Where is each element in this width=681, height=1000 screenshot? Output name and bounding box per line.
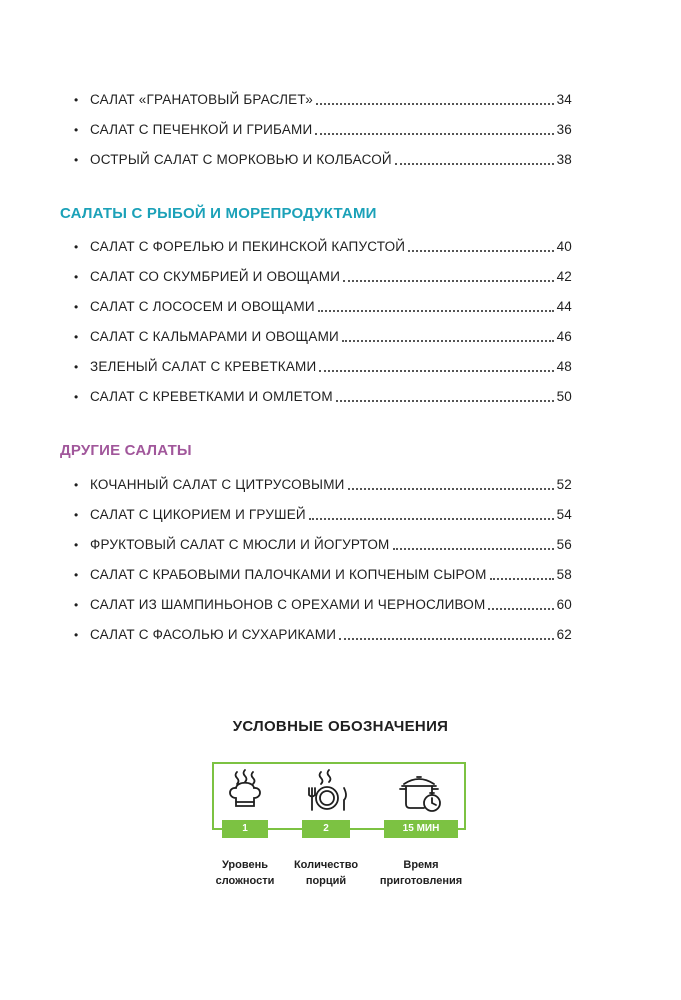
toc-entry[interactable]	[74, 355, 572, 375]
legend-frame-segment	[212, 828, 222, 830]
toc-entry[interactable]	[74, 295, 572, 315]
dot-leader	[309, 518, 554, 520]
bullet: •	[74, 538, 79, 552]
dot-leader	[316, 103, 554, 105]
dot-leader	[395, 163, 554, 165]
dot-leader	[348, 488, 554, 490]
servings-badge: 2	[302, 820, 350, 838]
bullet: •	[74, 360, 79, 374]
toc-entry-page: 36	[556, 122, 572, 137]
toc-entry[interactable]	[74, 503, 572, 523]
toc-entry-title: САЛАТ С ЦИКОРИЕМ И ГРУШЕЙ	[90, 507, 306, 522]
dot-leader	[318, 310, 554, 312]
toc-entry[interactable]	[74, 325, 572, 345]
toc-entry[interactable]	[74, 563, 572, 583]
caption-line: Количество	[293, 859, 359, 871]
dot-leader	[339, 638, 553, 640]
toc-entry-title: САЛАТ С КРАБОВЫМИ ПАЛОЧКАМИ И КОПЧЕНЫМ СЫРОМ	[90, 567, 487, 582]
caption-line: сложности	[215, 875, 275, 887]
time-badge: 15 МИН	[384, 820, 458, 838]
toc-entry-page: 48	[556, 359, 572, 374]
plate-cutlery-icon	[304, 768, 350, 814]
toc-entry-page: 62	[556, 627, 572, 642]
toc-entry[interactable]	[74, 473, 572, 493]
toc-entry-page: 54	[556, 507, 572, 522]
bullet: •	[74, 628, 79, 642]
toc-entry-page: 46	[556, 329, 572, 344]
dot-leader	[490, 578, 554, 580]
toc-entry-title: САЛАТ СО СКУМБРИЕЙ И ОВОЩАМИ	[90, 269, 341, 284]
legend-caption-time	[371, 857, 471, 889]
dot-leader	[488, 608, 553, 610]
bullet: •	[74, 240, 79, 254]
bullet: •	[74, 330, 79, 344]
difficulty-badge: 1	[222, 820, 268, 838]
dot-leader	[336, 400, 554, 402]
toc-entry-title: САЛАТ С ПЕЧЕНКОЙ И ГРИБАМИ	[90, 122, 313, 137]
bullet: •	[74, 153, 79, 167]
toc-entry-page: 58	[556, 567, 572, 582]
toc-entry[interactable]	[74, 118, 572, 138]
bullet: •	[74, 93, 79, 107]
toc-entry-page: 42	[556, 269, 572, 284]
toc-entry[interactable]	[74, 385, 572, 405]
toc-entry-title: САЛАТ С КАЛЬМАРАМИ И ОВОЩАМИ	[90, 329, 339, 344]
chef-hat-icon	[222, 768, 268, 814]
toc-entry[interactable]	[74, 88, 572, 108]
legend-frame-segment	[268, 828, 302, 830]
legend-title: УСЛОВНЫЕ ОБОЗНАЧЕНИЯ	[232, 718, 449, 735]
toc-entry-page: 50	[556, 389, 572, 404]
dot-leader	[393, 548, 554, 550]
toc-entry-title: КОЧАННЫЙ САЛАТ С ЦИТРУСОВЫМИ	[90, 477, 345, 492]
dot-leader	[342, 340, 554, 342]
dot-leader	[343, 280, 553, 282]
toc-entry-title: САЛАТ С КРЕВЕТКАМИ И ОМЛЕТОМ	[90, 389, 333, 404]
caption-line: приготовления	[379, 875, 463, 887]
toc-entry-title: ЗЕЛЕНЫЙ САЛАТ С КРЕВЕТКАМИ	[90, 359, 317, 374]
legend-frame-segment	[350, 828, 384, 830]
toc-entry-page: 52	[556, 477, 572, 492]
toc-entry-page: 40	[556, 239, 572, 254]
toc-entry-title: ОСТРЫЙ САЛАТ С МОРКОВЬЮ И КОЛБАСОЙ	[90, 152, 392, 167]
bullet: •	[74, 123, 79, 137]
section-heading-fish: САЛАТЫ С РЫБОЙ И МОРЕПРОДУКТАМИ	[60, 205, 377, 222]
bullet: •	[74, 390, 79, 404]
legend-caption-servings	[276, 857, 376, 889]
toc-entry-page: 56	[556, 537, 572, 552]
toc-entry-title: САЛАТ С ЛОСОСЕМ И ОВОЩАМИ	[90, 299, 315, 314]
toc-entry-title: САЛАТ ИЗ ШАМПИНЬОНОВ С ОРЕХАМИ И ЧЕРНОСЛИВОМ	[90, 597, 486, 612]
caption-line: порций	[305, 875, 347, 887]
toc-entry[interactable]	[74, 623, 572, 643]
dot-leader	[408, 250, 553, 252]
bullet: •	[74, 478, 79, 492]
dot-leader	[315, 133, 553, 135]
dot-leader	[319, 370, 553, 372]
bullet: •	[74, 270, 79, 284]
legend-frame-segment	[458, 828, 466, 830]
toc-entry-page: 38	[556, 152, 572, 167]
toc-entry-page: 34	[556, 92, 572, 107]
toc-entry[interactable]	[74, 148, 572, 168]
toc-entry[interactable]	[74, 265, 572, 285]
toc-entry-title: САЛАТ С ФАСОЛЬЮ И СУХАРИКАМИ	[90, 627, 337, 642]
toc-entry[interactable]	[74, 235, 572, 255]
toc-entry-title: ФРУКТОВЫЙ САЛАТ С МЮСЛИ И ЙОГУРТОМ	[90, 537, 390, 552]
bullet: •	[74, 300, 79, 314]
bullet: •	[74, 508, 79, 522]
toc-entry-title: САЛАТ С ФОРЕЛЬЮ И ПЕКИНСКОЙ КАПУСТОЙ	[90, 239, 406, 254]
toc-entry-page: 60	[556, 597, 572, 612]
caption-line: Уровень	[221, 859, 268, 871]
bullet: •	[74, 568, 79, 582]
toc-entry-page: 44	[556, 299, 572, 314]
bullet: •	[74, 598, 79, 612]
section-heading-other: ДРУГИЕ САЛАТЫ	[60, 442, 192, 459]
toc-entry[interactable]	[74, 593, 572, 613]
toc-entry-title: САЛАТ «ГРАНАТОВЫЙ БРАСЛЕТ»	[90, 92, 313, 107]
toc-entry[interactable]	[74, 533, 572, 553]
pot-timer-icon	[398, 768, 444, 814]
caption-line: Время	[403, 859, 439, 871]
